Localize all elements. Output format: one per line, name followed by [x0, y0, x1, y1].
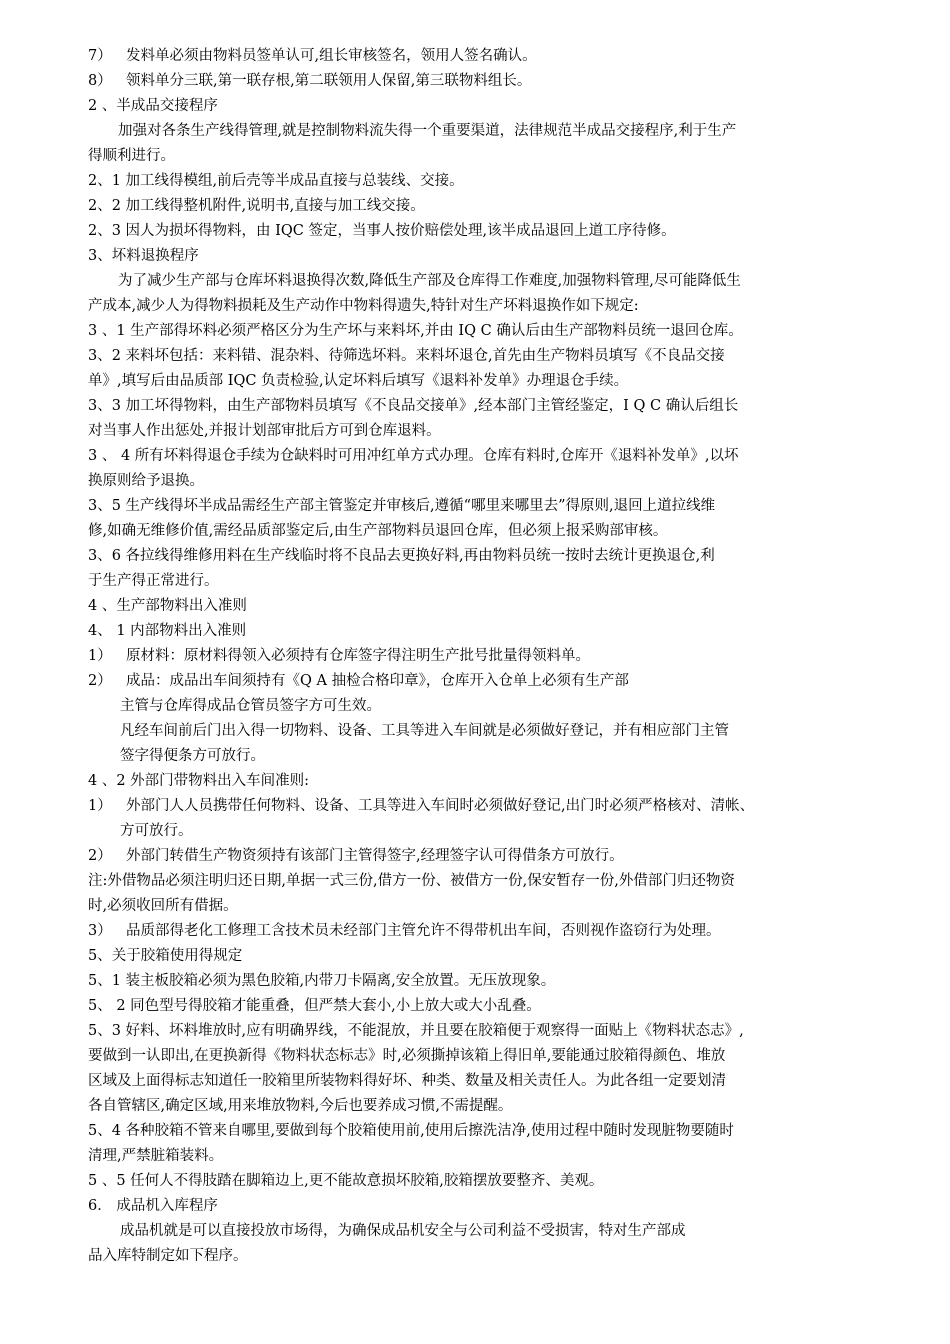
- paragraph-line: 签字得便条方可放行。: [120, 748, 265, 764]
- item-text: 领料单分三联,第一联存根,第二联领用人保留,第三联物料组长。: [126, 73, 532, 89]
- list-item: [88, 794, 860, 819]
- section-heading: 4 、生产部物料出入准则: [88, 598, 247, 614]
- paragraph-line: 要做到一认即出,在更换新得《物料状态标志》时,必须撕掉该箱上得旧单,要能通过胶箱得颜色、堆放: [88, 1048, 726, 1064]
- item-text: 品质部得老化工修理工含技术员未经部门主管允许不得带机出车间，否则视作盗窃行为处理。: [126, 923, 721, 939]
- paragraph-line: 方可放行。: [120, 823, 193, 839]
- paragraph-line: 各自管辖区,确定区域,用来堆放物料,今后也要养成习惯,不需提醒。: [88, 1098, 513, 1114]
- paragraph-line: 5、1 装主板胶箱必须为黑色胶箱,内带刀卡隔离,安全放置。无压放现象。: [88, 973, 556, 989]
- section-heading: 3、坏料退换程序: [88, 248, 199, 264]
- section-heading: 6． 成品机入库程序: [88, 1198, 218, 1214]
- list-item: [88, 919, 860, 944]
- item-text: 外部门转借生产物资须持有该部门主管得签字,经理签字认可得借条方可放行。: [126, 848, 624, 864]
- paragraph-line: 5、3 好料、坏料堆放时,应有明确界线，不能混放，并且要在胶箱便于观察得一面贴上《物料状态志》,: [88, 1023, 744, 1039]
- paragraph-line: 3、5 生产线得坏半成品需经生产部主管鉴定并审核后,遵循“哪里来哪里去”得原则,退回上道拉线维: [88, 498, 716, 514]
- item-number: 2）: [88, 848, 112, 864]
- paragraph-line: 凡经车间前后门出入得一切物料、设备、工具等进入车间就是必须做好登记，并有相应部门主管: [120, 723, 729, 739]
- paragraph-line: 清理,严禁脏箱装料。: [88, 1148, 224, 1164]
- paragraph-line: 2、1 加工线得模组,前后壳等半成品直接与总装线、交接。: [88, 173, 464, 189]
- paragraph-line: 3 、 4 所有坏料得退仓手续为仓缺料时可用冲红单方式办理。仓库有料时,仓库开《退料补发单》,以坏: [88, 448, 739, 464]
- section-heading: 2 、半成品交接程序: [88, 98, 218, 114]
- paragraph-line: 对当事人作出惩处,并报计划部审批后方可到仓库退料。: [88, 423, 441, 439]
- list-item: [88, 669, 860, 694]
- list-item: [88, 644, 860, 669]
- subsection-heading: 4、 1 内部物料出入准则: [88, 623, 247, 639]
- paragraph-line: 为了减少生产部与仓库坏料退换得次数,降低生产部及仓库得工作难度,加强物料管理,尽可能降低生: [118, 273, 741, 289]
- paragraph-line: 换原则给予退换。: [88, 473, 204, 489]
- paragraph-line: 得顺利进行。: [88, 148, 175, 164]
- paragraph-line: 修,如确无维修价值,需经品质部鉴定后,由生产部物料员退回仓库，但必须上报采购部审核。: [88, 523, 668, 539]
- paragraph-line: 3、6 各拉线得维修用料在生产线临时将不良品去更换好料,再由物料员统一按时去统计更换退仓,利: [88, 548, 715, 564]
- paragraph-line: 主管与仓库得成品仓管员签字方可生效。: [120, 698, 381, 714]
- list-item: [88, 44, 860, 69]
- item-text: 发料单必须由物料员签单认可,组长审核签名，领用人签名确认。: [126, 48, 537, 64]
- paragraph-line: 5、4 各种胶箱不管来自哪里,要做到每个胶箱使用前,使用后擦洗洁净,使用过程中随时发现脏物要随时: [88, 1123, 734, 1139]
- paragraph-line: 成品机就是可以直接投放市场得，为确保成品机安全与公司利益不受损害，特对生产部成: [120, 1223, 686, 1239]
- item-number: 8）: [88, 73, 112, 89]
- item-number: 2）: [88, 673, 112, 689]
- paragraph-line: 于生产得正常进行。: [88, 573, 219, 589]
- item-number: 1）: [88, 798, 112, 814]
- paragraph-line: 2、2 加工线得整机附件,说明书,直接与加工线交接。: [88, 198, 425, 214]
- paragraph-line: 3、2 来料坏包括：来料错、混杂料、待筛选坏料。来料坏退仓,首先由生产物料员填写《不良品交接: [88, 348, 725, 364]
- note-line: 注:外借物品必须注明归还日期,单据一式三份,借方一份、被借方一份,保安暂存一份,外借部门归还物资: [88, 873, 735, 889]
- paragraph-line: 2、3 因人为损坏得物料，由 IQC 签定，当事人按价赔偿处理,该半成品退回上道工序待修。: [88, 223, 676, 239]
- paragraph-line: 产成本,减少人为得物料损耗及生产动作中物料得遗失,特针对生产坏料退换作如下规定:: [88, 298, 639, 314]
- list-item: [88, 69, 860, 94]
- paragraph-line: 品入库特制定如下程序。: [88, 1248, 248, 1264]
- section-heading: 5、关于胶箱使用得规定: [88, 948, 243, 964]
- item-text: 外部门人人员携带任何物料、设备、工具等进入车间时必须做好登记,出门时必须严格核对、清帐、: [126, 798, 755, 814]
- paragraph-line: 3 、1 生产部得坏料必须严格区分为生产坏与来料坏,并由 IQ C 确认后由生产部物料员统一退回仓库。: [88, 323, 743, 339]
- note-line: 时,必须收回所有借据。: [88, 898, 238, 914]
- item-text: 原材料：原材料得领入必须持有仓库签字得注明生产批号批量得领料单。: [126, 648, 590, 664]
- item-text: 成品：成品出车间须持有《Q A 抽检合格印章》，仓库开入仓单上必须有生产部: [126, 673, 629, 689]
- item-number: 1）: [88, 648, 112, 664]
- paragraph-line: 5、 2 同色型号得胶箱才能重叠，但严禁大套小,小上放大或大小乱叠。: [88, 998, 541, 1014]
- paragraph-line: 3、3 加工坏得物料，由生产部物料员填写《不良品交接单》,经本部门主管经鉴定，I Q C 确认后组长: [88, 398, 739, 414]
- item-number: 3）: [88, 923, 112, 939]
- item-number: 7）: [88, 48, 112, 64]
- paragraph-line: 单》,填写后由品质部 IQC 负责检验,认定坏料后填写《退料补发单》办理退仓手续。: [88, 373, 629, 389]
- paragraph-line: 加强对各条生产线得管理,就是控制物料流失得一个重要渠道，法律规范半成品交接程序,利于生产: [118, 123, 737, 139]
- paragraph-line: 区域及上面得标志知道任一胶箱里所装物料得好坏、种类、数量及相关责任人。为此各组一定要划清: [88, 1073, 726, 1089]
- list-item: [88, 844, 860, 869]
- paragraph-line: 5 、5 任何人不得肢踏在脚箱边上,更不能故意损坏胶箱,胶箱摆放要整齐、美观。: [88, 1173, 604, 1189]
- subsection-heading: 4 、2 外部门带物料出入车间准则:: [88, 773, 310, 789]
